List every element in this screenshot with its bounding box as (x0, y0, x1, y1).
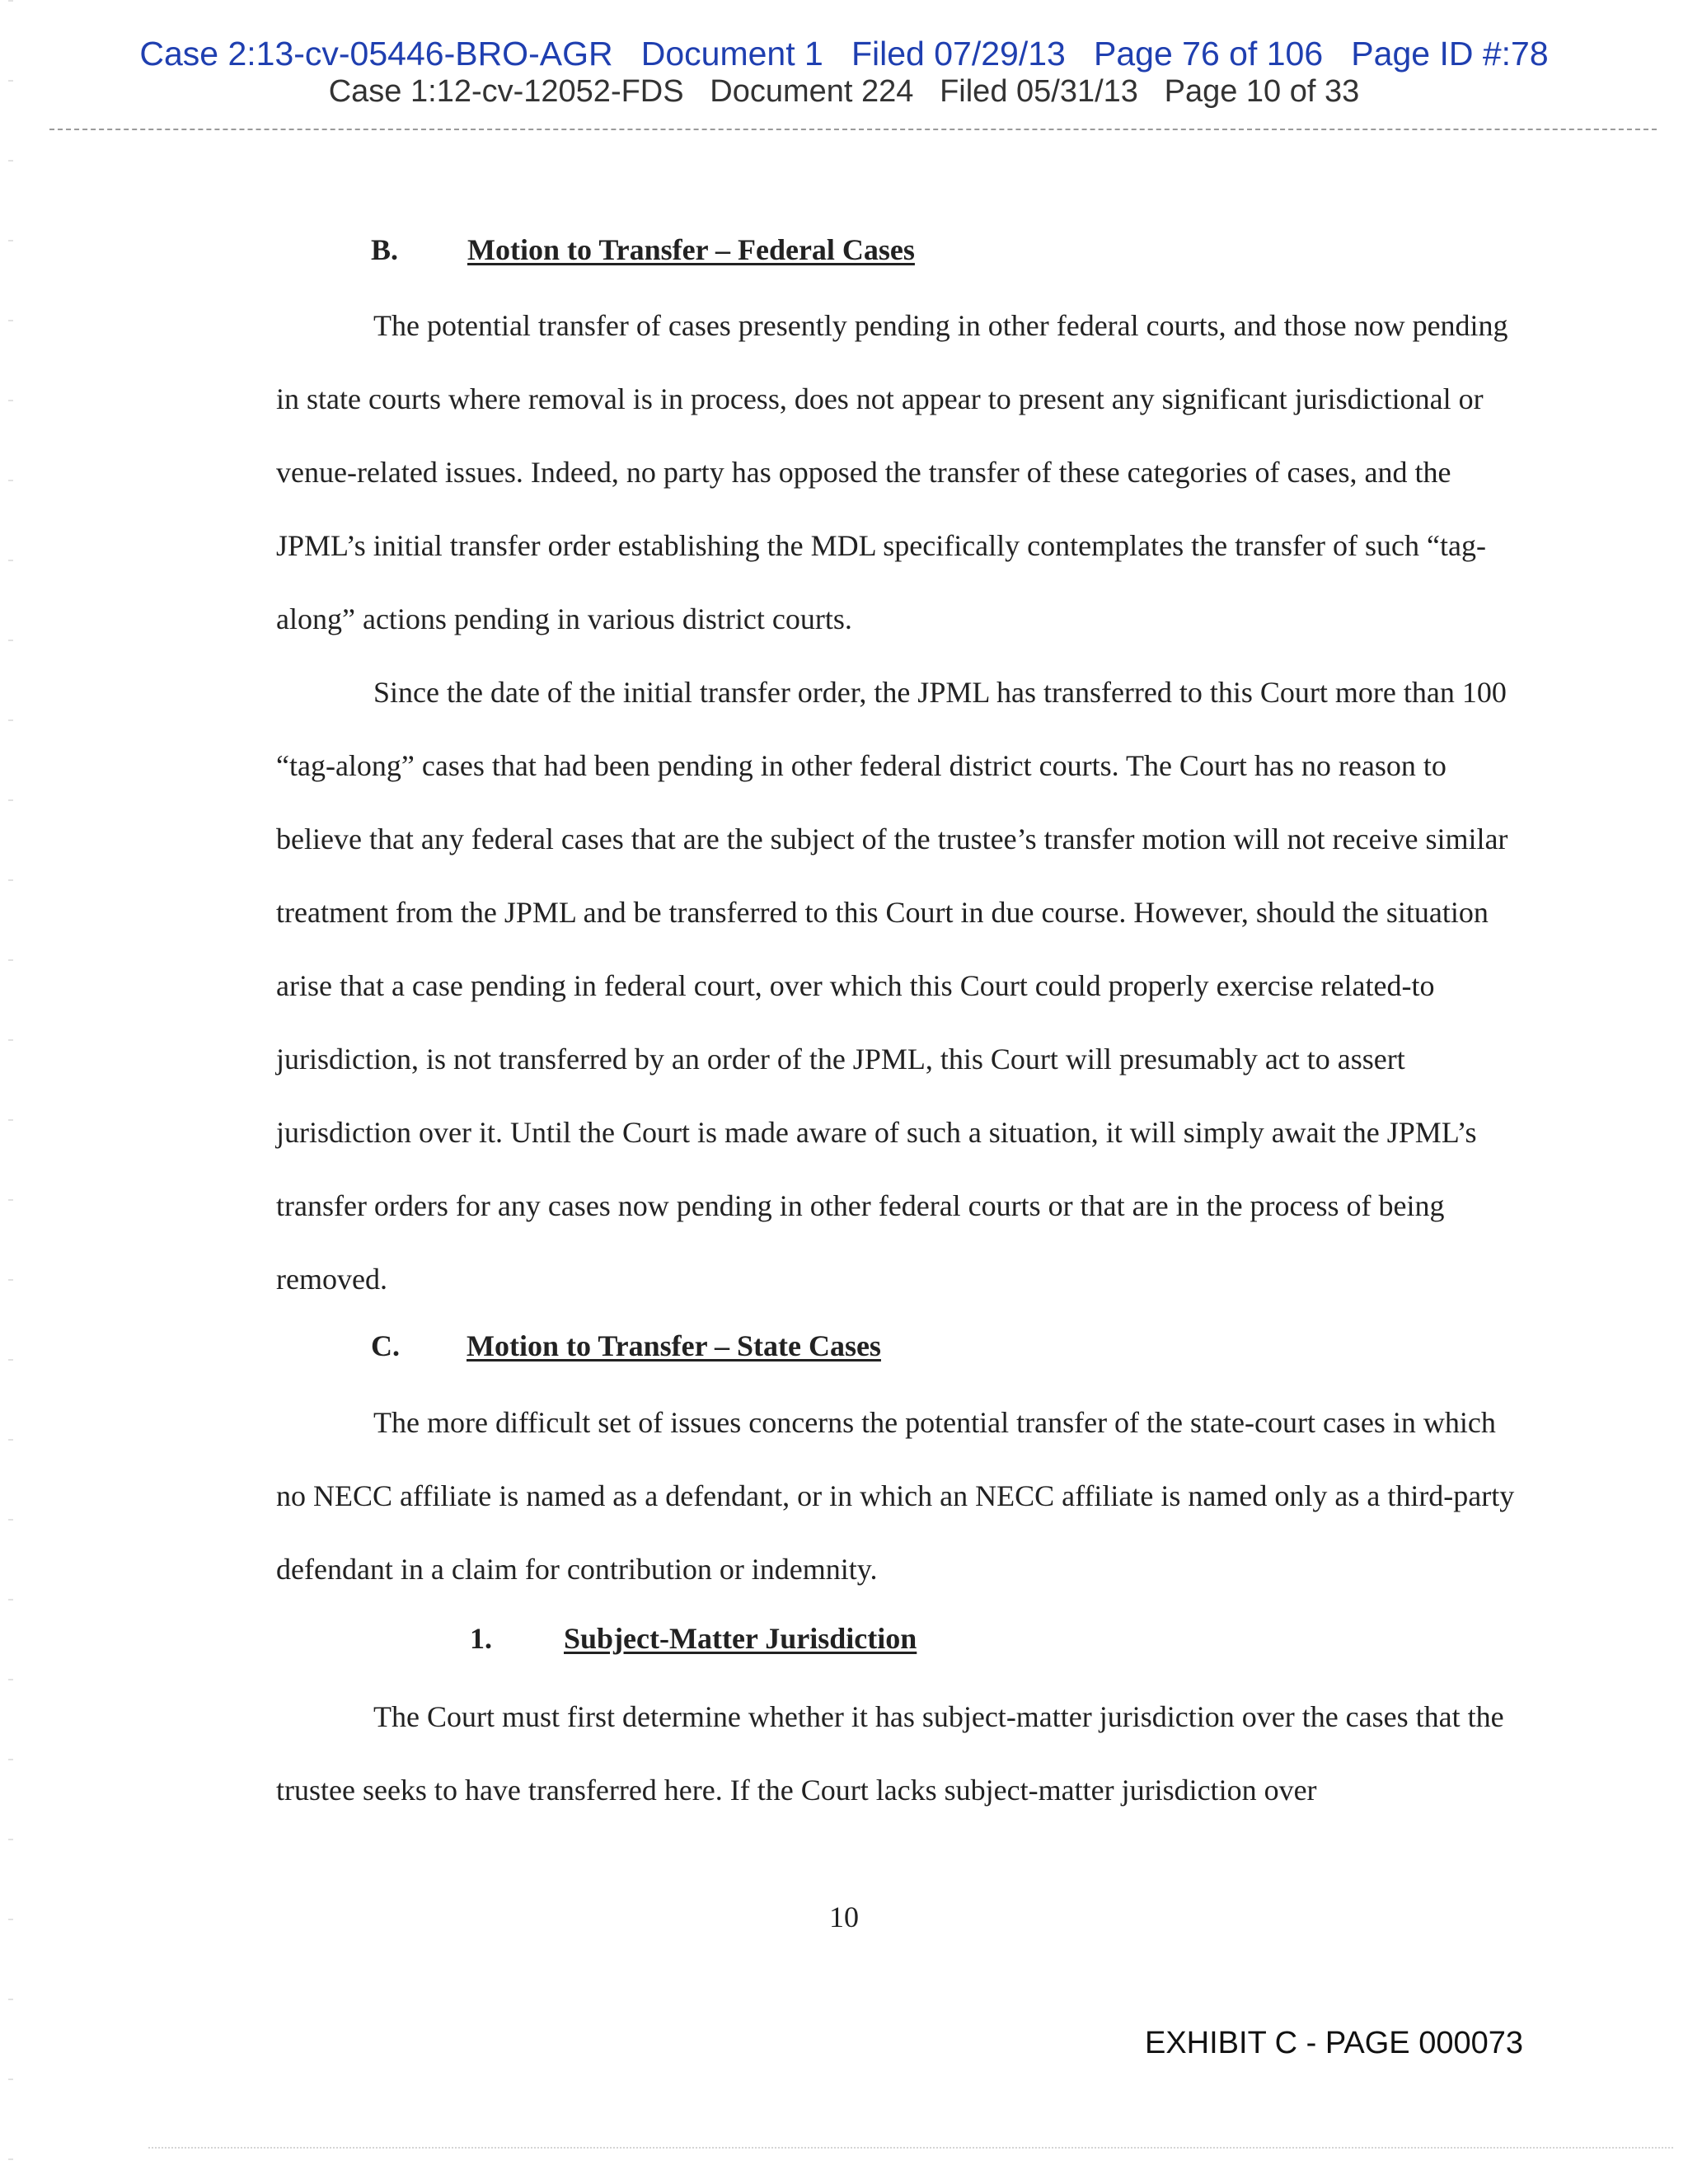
paragraph-tag-along-cases: Since the date of the initial transfer order, the JPML has transferred to this Court more than 100 “tag-along” cases that had been pending in other federal district courts. The Court has no reason to believe that any federal cases that are the subject of the trustee’s transfer motion will not receive similar treatment from the JPML and be transferred to this Court in due course. However, should the situation arise that a case pending in federal court, over which this Court could properly exercise related-to jurisdiction, is not transferred by an order of the JPML, this Court will presumably act to assert jurisdiction over it. Until the Court is made aware of such a situation, it will simply await the JPML’s transfer orders for any cases now pending in other federal courts or that are in the process of being removed. (276, 676, 1508, 1296)
section-c-label: C. (371, 1329, 400, 1362)
section-c1-label: 1. (470, 1622, 492, 1655)
page-number: 10 (829, 1900, 859, 1933)
paragraph-state-cases: The more difficult set of issues concerns the potential transfer of the state-court cases in which no NECC affiliate is named as a defendant, or in which an NECC affiliate is named only as a third-party defendant in a claim for contribution or indemnity. (276, 1406, 1515, 1586)
section-c-title: Motion to Transfer – State Cases (467, 1329, 881, 1362)
section-c1-title: Subject-Matter Jurisdiction (564, 1622, 917, 1655)
header-divider (49, 129, 1657, 130)
paragraph-subject-matter-jurisdiction: The Court must first determine whether it has subject-matter jurisdiction over the cases that the trustee seeks to have transferred here. If the Court lacks subject-matter jurisdiction over (276, 1700, 1504, 1807)
original-case-header: Case 1:12-cv-12052-FDS Document 224 Filed 05/31/13 Page 10 of 33 (328, 74, 1360, 109)
section-b-label: B. (371, 233, 399, 266)
scan-bottom-marks (148, 2147, 1673, 2149)
section-b-title: Motion to Transfer – Federal Cases (467, 233, 915, 266)
paragraph-federal-transfer-intro: The potential transfer of cases presently pending in other federal courts, and those now pending in state courts where removal is in process, does not appear to present any significant jurisdictional or venue-related issues. Indeed, no party has opposed the transfer of these categories of cases, and the JPML’s initial transfer order establishing the MDL specifically contemplates the transfer of such “tag-along” actions pending in various district courts. (276, 309, 1508, 635)
exhibit-stamp: EXHIBIT C - PAGE 000073 (1144, 2026, 1523, 2060)
scan-margin-marks (8, 0, 13, 2184)
filing-stamp-header: Case 2:13-cv-05446-BRO-AGR Document 1 Filed 07/29/13 Page 76 of 106 Page ID #:78 (139, 35, 1549, 73)
